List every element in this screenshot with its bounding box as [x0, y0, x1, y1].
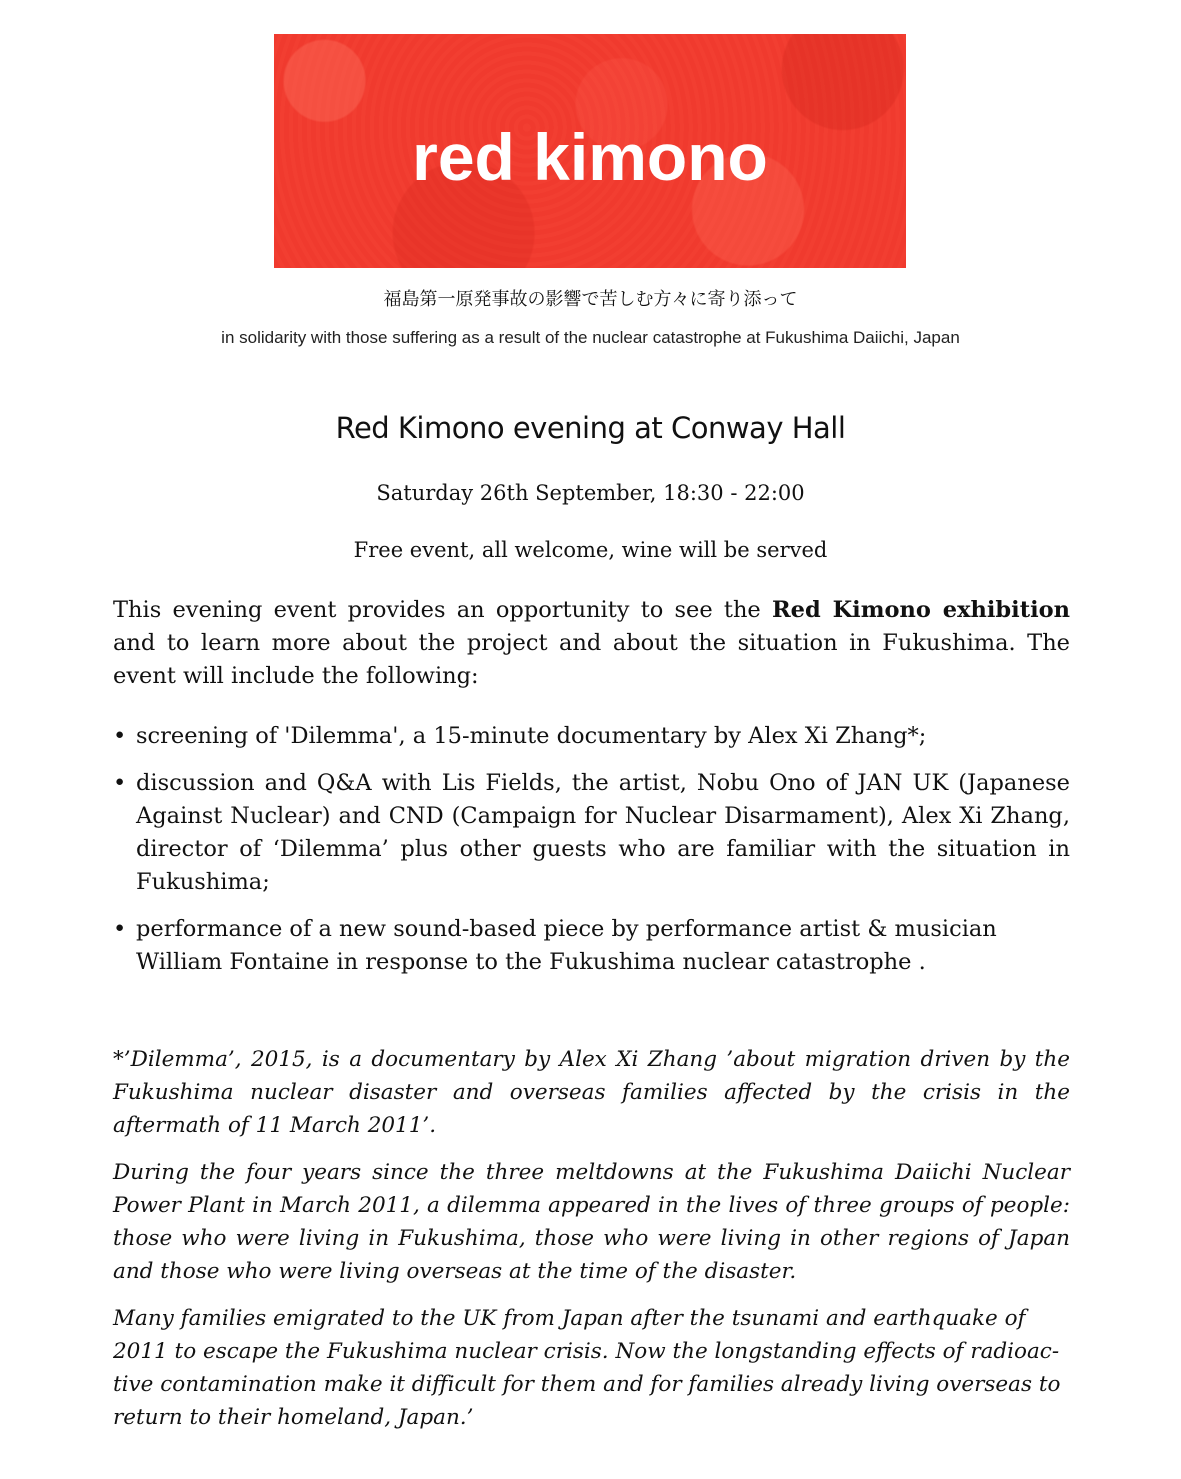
footnotes: [113, 1043, 1070, 1448]
program-item-discussion: [113, 767, 1070, 899]
intro-text-after: and to learn more about the project and about the situation in Fukushima. The event will include the following:: [113, 630, 1070, 689]
intro-exhibition-name: Red Kimono exhibition: [771, 597, 1071, 623]
event-title: Red Kimono evening at Conway Hall: [335, 411, 846, 445]
english-subtitle: in solidarity with those suffering as a result of the nuclear catastrophe at Fukushima Daiichi, Japan: [221, 328, 960, 347]
footnote-families: Many families emigrated to the UK from Japan after the tsunami and earthquake of 2011 to escape the Fukushima nuclear crisis. Now the longstanding effects of radioac-tive contamination make it difficult for them and for families already living overseas to return to their homeland, Japan.’: [113, 1306, 1061, 1430]
banner-title: red kimono: [412, 120, 768, 194]
red-kimono-banner: [274, 34, 906, 268]
footnote-dilemma-description: *’Dilemma’, 2015, is a documentary by Alex Xi Zhang ’about migration driven by the Fukushima nuclear disaster and overseas families affected by the crisis in the aftermath of 11 March 2011’.: [113, 1047, 1070, 1138]
program-item-screening: [113, 720, 1070, 753]
footnote-background: During the four years since the three meltdowns at the Fukushima Daiichi Nuclear Power Plant in March 2011, a dilemma appeared in the lives of three groups of people: those who were living in Fukushima, those who were living in other regions of Japan and those who were living overseas at the time of the disaster.: [113, 1160, 1070, 1284]
bullet-icon: •: [113, 916, 127, 942]
intro-paragraph: [113, 594, 1070, 693]
bullet-icon: •: [113, 723, 127, 749]
program-item-text: screening of 'Dilemma', a 15-minute documentary by Alex Xi Zhang*;: [136, 723, 927, 749]
program-item-text: discussion and Q&A with Lis Fields, the artist, Nobu Ono of JAN UK (Japanese Against Nuclear) and CND (Campaign for Nuclear Disarmament), Alex Xi Zhang, director of ‘Dilemma’ plus other guests who are familiar with the situation in Fukushima;: [136, 770, 1070, 895]
event-admission: Free event, all welcome, wine will be served: [353, 538, 828, 562]
bullet-icon: •: [113, 770, 127, 796]
program-item-performance: [113, 913, 1070, 979]
event-program-list: [113, 720, 1070, 993]
program-item-text: performance of a new sound-based piece by performance artist & musician William Fontaine in response to the Fukushima nuclear catastrophe .: [136, 916, 997, 975]
event-date: Saturday 26th September, 18:30 - 22:00: [376, 481, 805, 505]
japanese-subtitle: 福島第一原発事故の影響で苦しむ方々に寄り添って: [383, 289, 798, 310]
intro-text-before: This evening event provides an opportunity to see the: [113, 597, 772, 623]
